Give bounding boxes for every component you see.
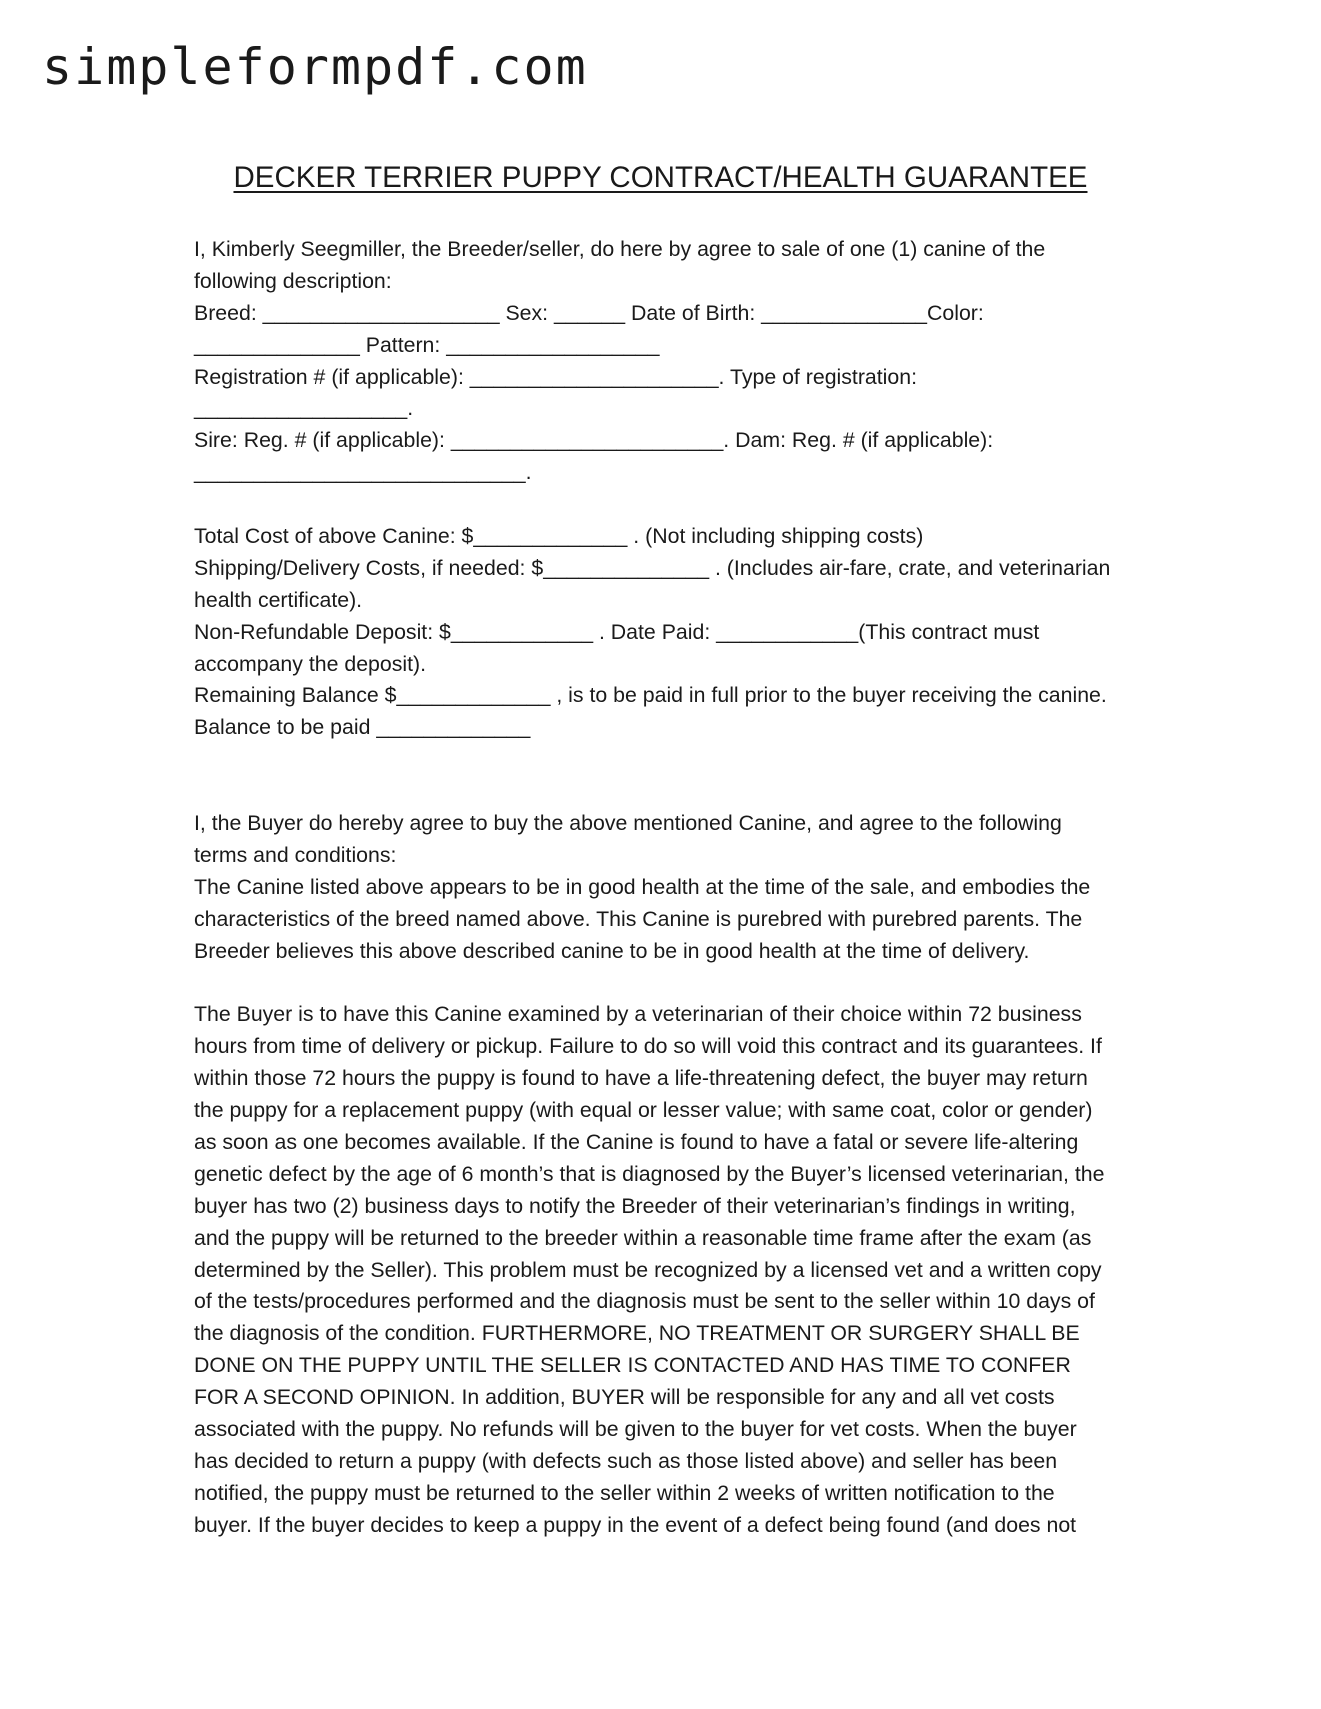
dam-reg-line: ____________________________. bbox=[194, 460, 532, 485]
text-line: FOR A SECOND OPINION. In addition, BUYER will be responsible for any and all vet costs bbox=[194, 1385, 1055, 1410]
contract-body bbox=[194, 234, 1134, 1542]
shipping-cost-line: Shipping/Delivery Costs, if needed: $______________ . (Includes air-fare, crate, and veterinarian bbox=[194, 555, 1111, 580]
registration-line: Registration # (if applicable): _____________________. Type of registration: bbox=[194, 364, 918, 389]
total-cost-line: Total Cost of above Canine: $_____________ . (Not including shipping costs) bbox=[194, 524, 924, 549]
text-line: and the puppy will be returned to the breeder within a reasonable time frame after the exam (as bbox=[194, 1225, 1092, 1250]
text-line: following description: bbox=[194, 268, 392, 293]
balance-to-be-paid-line: Balance to be paid _____________ bbox=[194, 715, 531, 740]
text-line: the diagnosis of the condition. FURTHERMORE, NO TREATMENT OR SURGERY SHALL BE bbox=[194, 1321, 1080, 1346]
text-line: within those 72 hours the puppy is found to have a life-threatening defect, the buyer may return bbox=[194, 1066, 1088, 1091]
text-line: I, Kimberly Seegmiller, the Breeder/seller, do here by agree to sale of one (1) canine of the bbox=[194, 237, 1046, 261]
blank-line bbox=[194, 744, 1134, 776]
text-line: has decided to return a puppy (with defects such as those listed above) and seller has been bbox=[194, 1448, 1058, 1473]
blank-line bbox=[194, 776, 1134, 808]
text-line: buyer has two (2) business days to notify the Breeder of their veterinarian’s findings in writing, bbox=[194, 1193, 1076, 1218]
remaining-balance-line: Remaining Balance $_____________ , is to be paid in full prior to the buyer receiving the canine. bbox=[194, 683, 1107, 708]
text-line: as soon as one becomes available. If the Canine is found to have a fatal or severe life-altering bbox=[194, 1129, 1079, 1154]
text-line: health certificate). bbox=[194, 587, 363, 612]
text-line: The Buyer is to have this Canine examined by a veterinarian of their choice within 72 business bbox=[194, 1002, 1082, 1027]
text-line: DONE ON THE PUPPY UNTIL THE SELLER IS CONTACTED AND HAS TIME TO CONFER bbox=[194, 1353, 1071, 1378]
text-line: terms and conditions: bbox=[194, 842, 397, 867]
text-line: characteristics of the breed named above. This Canine is purebred with purebred parents. The bbox=[194, 906, 1083, 931]
text-line: of the tests/procedures performed and the diagnosis must be sent to the seller within 10 days of bbox=[194, 1289, 1095, 1314]
breed-sex-dob-color-line: Breed: ____________________ Sex: ______ Date of Birth: ______________Color: bbox=[194, 300, 984, 325]
text-line: I, the Buyer do hereby agree to buy the above mentioned Canine, and agree to the following bbox=[194, 811, 1062, 836]
text-line: buyer. If the buyer decides to keep a puppy in the event of a defect being found (and does not bbox=[194, 1512, 1077, 1537]
document-title: DECKER TERRIER PUPPY CONTRACT/HEALTH GUARANTEE bbox=[233, 161, 1088, 194]
sire-dam-line: Sire: Reg. # (if applicable): _______________________. Dam: Reg. # (if applicable): bbox=[194, 428, 994, 453]
deposit-line: Non-Refundable Deposit: $____________ . Date Paid: ____________(This contract must bbox=[194, 619, 1040, 644]
color-pattern-line: ______________ Pattern: __________________ bbox=[194, 332, 660, 357]
text-line: determined by the Seller). This problem must be recognized by a licensed vet and a written copy bbox=[194, 1257, 1102, 1282]
text-line: accompany the deposit). bbox=[194, 651, 427, 676]
text-line: associated with the puppy. No refunds will be given to the buyer for vet costs. When the buyer bbox=[194, 1416, 1077, 1441]
text-line: hours from time of delivery or pickup. Failure to do so will void this contract and its guarantees. If bbox=[194, 1034, 1102, 1059]
text-line: the puppy for a replacement puppy (with equal or lesser value; with same coat, color or gender) bbox=[194, 1098, 1093, 1123]
text-line: genetic defect by the age of 6 month’s that is diagnosed by the Buyer’s licensed veterinarian, the bbox=[194, 1161, 1105, 1186]
registration-type-line: __________________. bbox=[194, 396, 414, 421]
site-watermark: simpleformpdf.com bbox=[42, 38, 588, 96]
text-line: The Canine listed above appears to be in good health at the time of the sale, and embodies the bbox=[194, 874, 1091, 899]
blank-line bbox=[194, 489, 1134, 521]
text-line: Breeder believes this above described canine to be in good health at the time of delivery. bbox=[194, 938, 1030, 963]
blank-line bbox=[194, 967, 1134, 999]
text-line: notified, the puppy must be returned to the seller within 2 weeks of written notification to the bbox=[194, 1480, 1055, 1505]
